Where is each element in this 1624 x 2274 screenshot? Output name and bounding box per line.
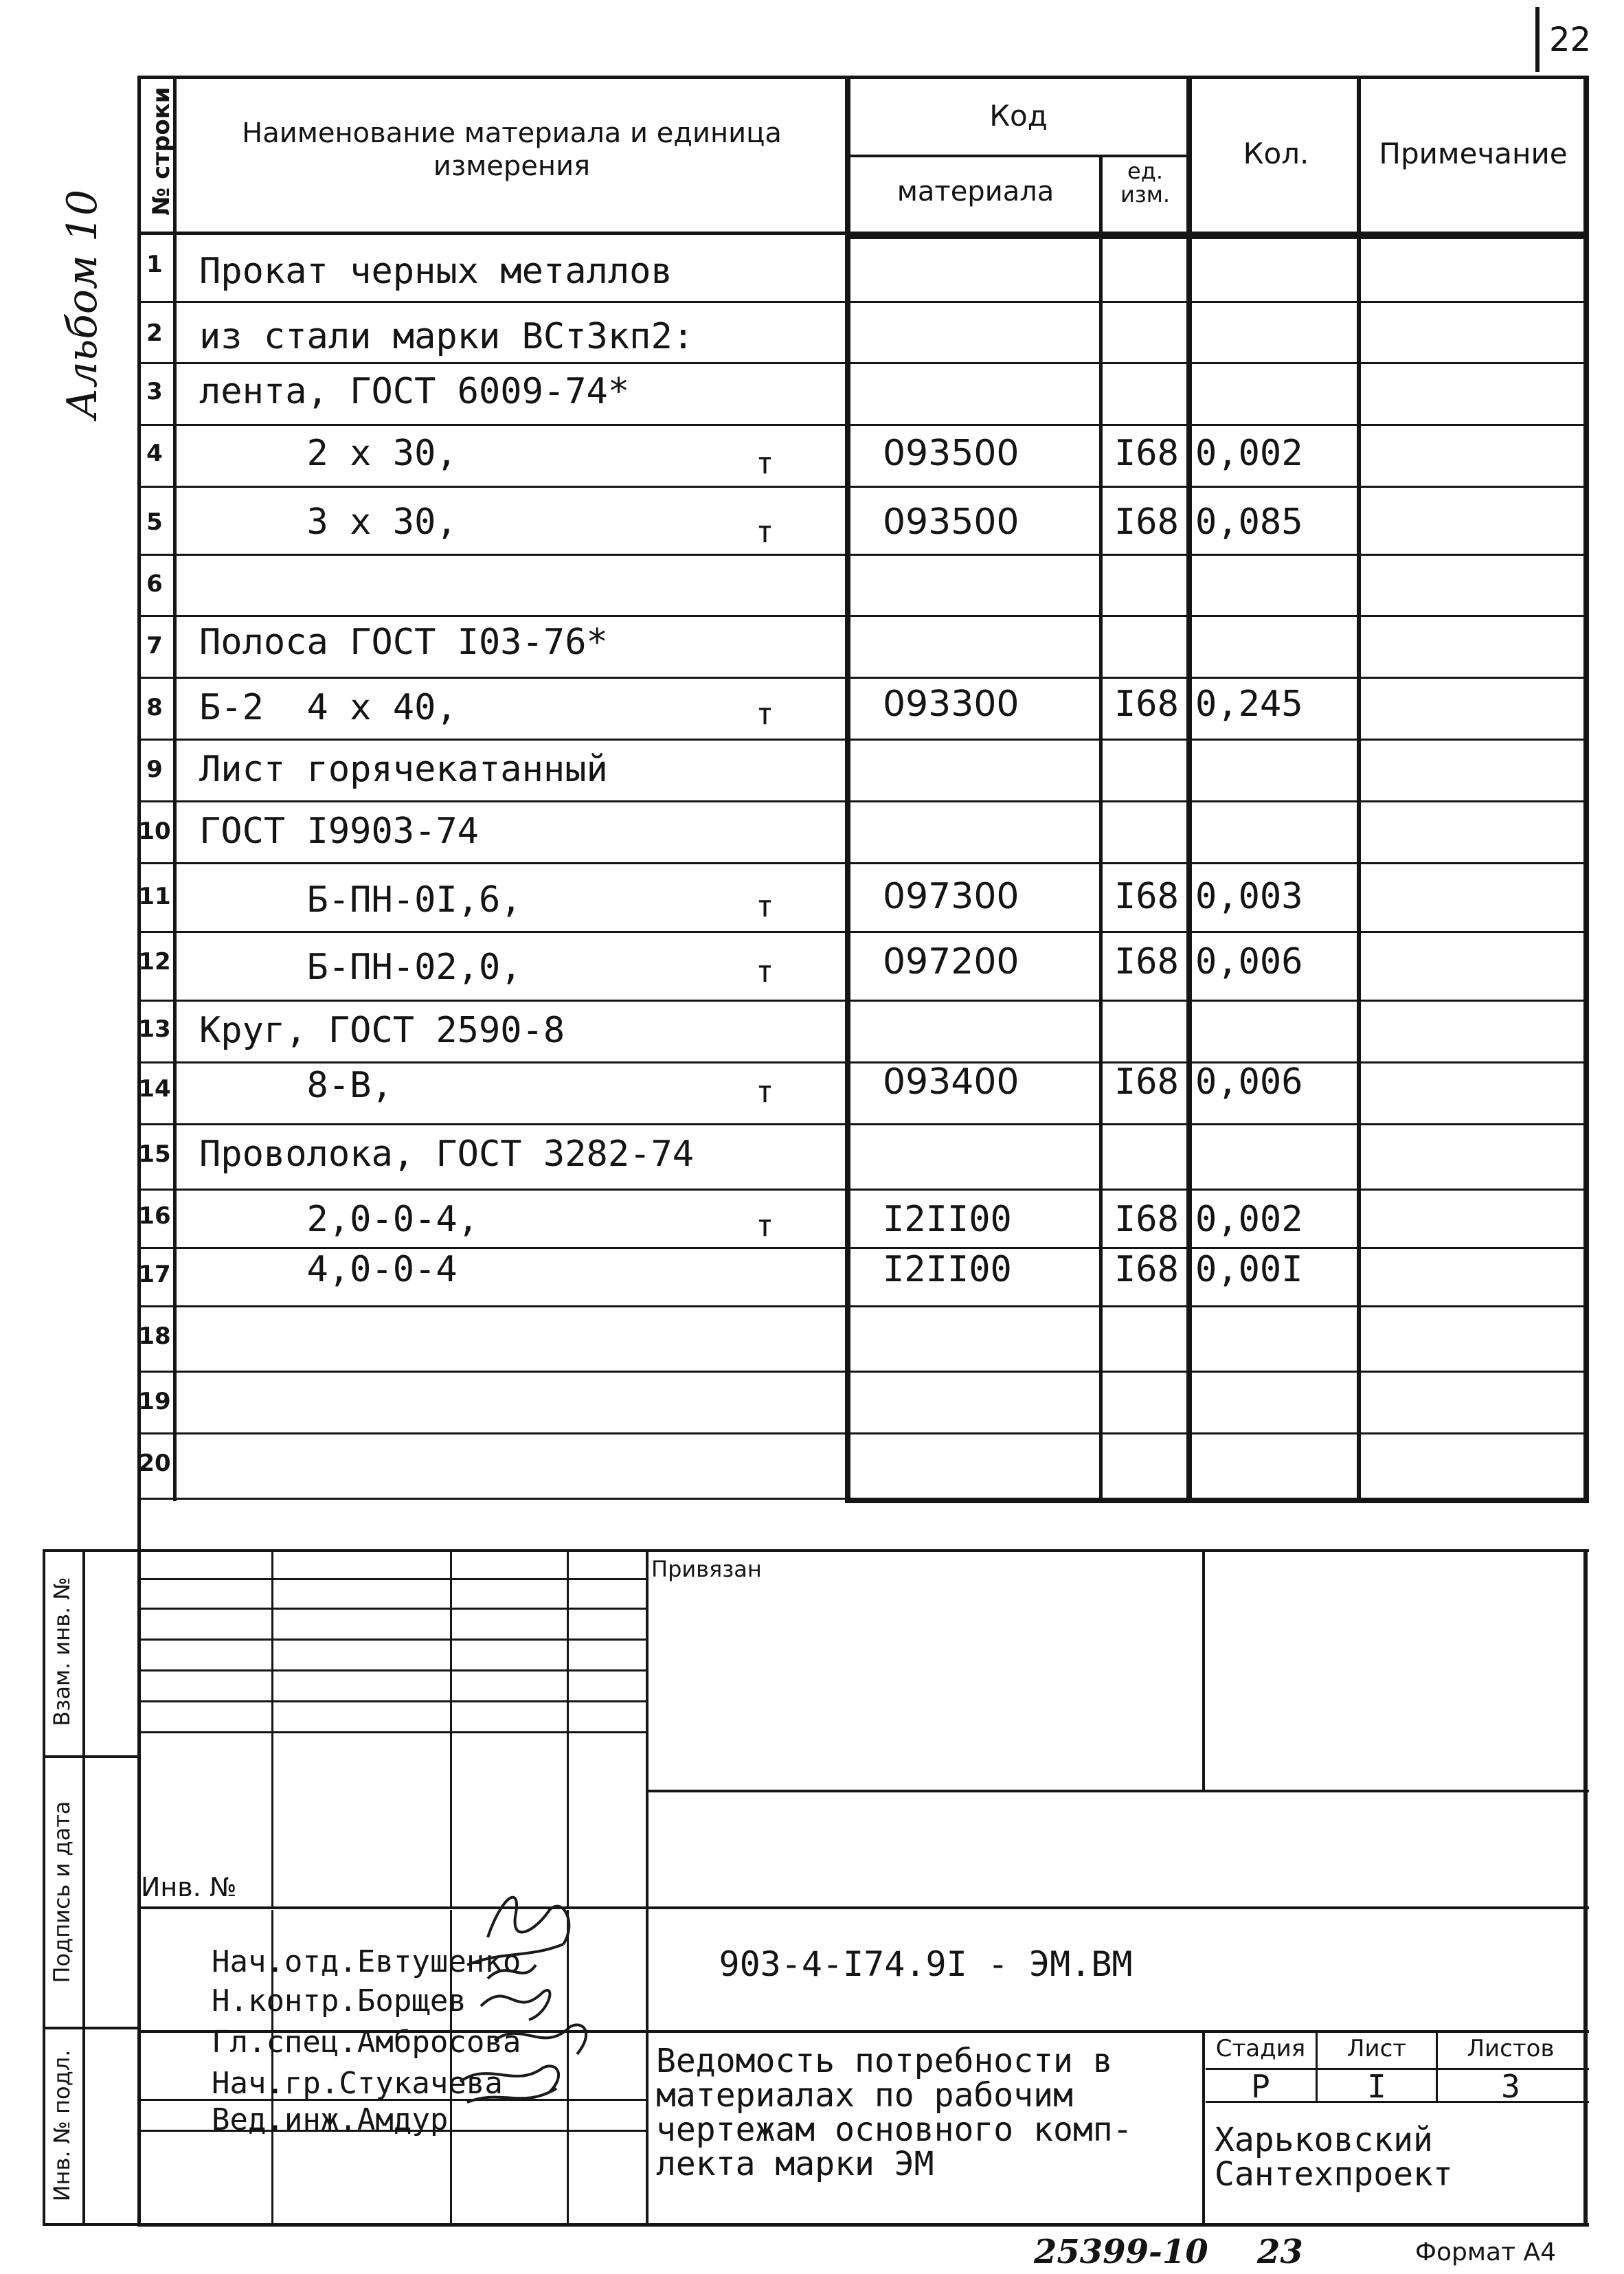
unit-code: I68 [1114,1061,1179,1103]
sheets-value: 3 [1501,2068,1520,2105]
material-code: 093400 [883,1061,1019,1103]
person-name: Стукачева [339,2066,503,2101]
material-code: I2II00 [883,1199,1012,1240]
material-name: ГОСТ I9903-74 [199,811,479,852]
person-role: Нач.отд. [211,1944,357,1979]
page-number-divider [1535,7,1540,72]
footer-page-number: 23 [1257,2233,1303,2271]
quantity: 0,006 [1195,941,1303,982]
unit-code: I68 [1114,876,1179,917]
material-name: Круг, ГОСТ 2590-8 [199,1010,565,1051]
quantity: 0,245 [1195,684,1303,725]
quantity: 0,00I [1195,1249,1303,1290]
row-number: 13 [138,1015,171,1043]
material-name: Б-2 4 х 40, [199,687,458,728]
unit-code: I68 [1114,684,1179,725]
person-name: Евтушенко [357,1944,521,1979]
row-number: 8 [146,694,163,721]
quantity: 0,003 [1195,876,1303,917]
unit-label: т [756,954,774,989]
material-code: 093300 [883,684,1019,725]
material-name: Прокат черных металлов [199,251,673,292]
document-title [656,2044,1133,2181]
material-name: Проволока, ГОСТ 3282-74 [199,1134,695,1175]
header-name: Наименование материала и единица измерения [242,117,782,182]
person-row [139,2067,448,2174]
format-label: Формат А4 [1415,2238,1557,2266]
quantity: 0,085 [1195,502,1303,543]
unit-code: I68 [1114,1249,1179,1290]
material-code: 097200 [883,941,1019,982]
row-number: 6 [146,570,163,598]
row-number: 5 [146,508,163,536]
material-code: 093500 [883,433,1019,474]
row-number: 7 [146,632,163,660]
person-name: Борщев [357,1983,466,2018]
header-row-no: № строки [148,87,175,216]
material-name: 2,0-0-4, [199,1199,479,1240]
sheets-label: Листов [1467,2035,1555,2062]
sheet-label: Лист [1346,2035,1407,2062]
document-title-line: материалах по рабочим [656,2076,1073,2115]
header-note: Примечание [1379,137,1568,170]
row-number: 11 [138,883,171,910]
inv-no-label: Инв. № [141,1872,240,1902]
quantity: 0,002 [1195,433,1303,474]
privyazan-label: Привязан [651,1556,762,1582]
header-qty: Кол. [1243,137,1309,170]
quantity: 0,002 [1195,1199,1303,1240]
unit-code: I68 [1114,1199,1179,1240]
person-role: Вед.инж. [211,2102,357,2137]
side-label-inv-podl: Инв. № подл. [49,2049,75,2202]
unit-label: т [756,446,774,481]
person-role: Нач.гр. [211,2066,339,2101]
material-name: Полоса ГОСТ I03-76* [199,622,608,663]
document-title-line: чертежам основного комп- [656,2110,1133,2149]
document-code: 903-4-I74.9I - ЭМ.ВМ [719,1944,1133,1984]
person-name: Амдур [357,2102,449,2137]
row-number: 9 [146,756,163,783]
stage-value: Р [1251,2068,1270,2105]
document-title-line: Ведомость потребности в [656,2042,1113,2080]
page-number: 22 [1549,21,1592,59]
organization [1215,2123,1453,2192]
unit-code: I68 [1114,433,1179,474]
row-number: 18 [138,1322,171,1350]
person-role: Гл.спец. [211,2025,357,2060]
row-number: 2 [146,319,163,347]
material-name: 2 х 30, [199,433,458,474]
person-name: Амбросова [357,2025,521,2060]
sheet-value: I [1367,2068,1386,2105]
row-number: 17 [138,1261,171,1288]
organization-line: Сантехпроект [1215,2155,1453,2194]
row-number: 15 [138,1140,171,1168]
row-number: 12 [138,948,171,976]
row-number: 4 [146,440,163,467]
material-name: лента, ГОСТ 6009-74* [199,371,630,412]
row-number: 10 [138,818,171,845]
material-name: 4,0-0-4 [199,1249,458,1290]
unit-label: т [756,697,774,732]
unit-label: т [756,889,774,924]
person-role: Н.контр. [211,1983,357,2018]
quantity: 0,006 [1195,1061,1303,1103]
material-code: 093500 [883,502,1019,543]
row-number: 14 [138,1075,171,1103]
material-name: Б-ПН-02,0, [199,947,522,988]
row-number: 20 [138,1450,171,1477]
material-name: Б-ПН-0I,6, [199,879,522,921]
archive-number: 25399-10 [1034,2233,1208,2271]
material-code: 097300 [883,876,1019,917]
unit-label: т [756,515,774,550]
row-number: 1 [146,251,163,278]
stage-label: Стадия [1215,2035,1306,2062]
unit-code: I68 [1114,941,1179,982]
side-label-podpis: Подпись и дата [49,1801,75,1983]
material-name: из стали марки ВСт3кп2: [199,316,695,357]
material-code: I2II00 [883,1249,1012,1290]
row-number: 19 [138,1388,171,1415]
row-number: 16 [138,1202,171,1230]
material-name: Лист горячекатанный [199,749,608,790]
header-code: Код [989,99,1048,133]
side-label-vzam: Взам. инв. № [49,1577,75,1726]
unit-label: т [756,1208,774,1243]
unit-code: I68 [1114,502,1179,543]
handwritten-signatures [447,1855,605,2130]
material-name: 3 х 30, [199,502,458,543]
document-title-line: лекта марки ЭМ [656,2145,934,2183]
header-material: материала [896,176,1055,207]
header-unit: ед. изм. [1120,158,1171,207]
organization-line: Харьковский [1215,2121,1433,2159]
material-name: 8-В, [199,1065,393,1106]
unit-label: т [756,1074,774,1110]
row-number: 3 [146,378,163,405]
album-note: Альбом 10 [58,189,106,419]
